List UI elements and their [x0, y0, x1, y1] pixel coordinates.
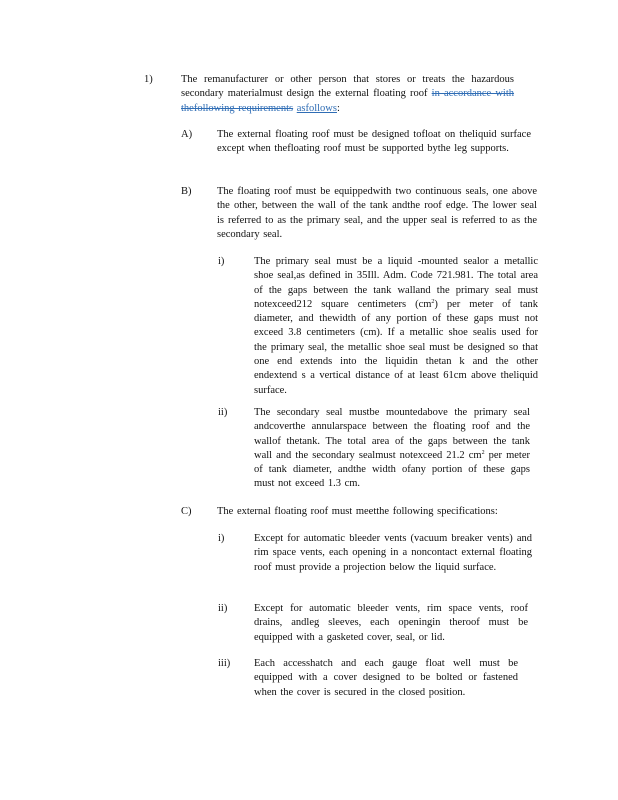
item-C-i-paragraph: Except for automatic bleeder vents (vacuum breaker vents) and rim space vents, each opening in a noncontact external floating roof must provide a projection below the liquid surface.: [254, 533, 532, 573]
item-C-iii-number: iii): [218, 658, 231, 669]
item-B-ii-paragraph: [254, 406, 530, 492]
item-B-i-paragraph: [254, 255, 538, 398]
item-A-paragraph: The external floating roof must be designed tofloat on theliquid surface except when thefloating roof must be supported bythe leg supports.: [217, 129, 531, 155]
item-B-ii-text-a: The secondary seal mustbe mountedabove the primary seal andcoverthe annularspace between the floating roof and the wallof thetank. The total area of the gaps between the tank wall and the secondary sealmust notexceed 21.2 cm: [254, 407, 530, 461]
item-1-deleted-text: in accordance with thefollowing requirements: [181, 88, 515, 114]
item-B-ii-text-b: per meter of tank diameter, andthe width ofany portion of these gaps must not exceed 1.3 cm.: [254, 449, 530, 490]
item-B-i-superscript: 2: [431, 298, 435, 305]
item-1-paragraph: [181, 73, 514, 116]
item-B-i-text-a: The primary seal must be a liquid -mounted sealor a metallic shoe seal,as defined in 35Ill. Adm. Code 721.981. The total area of the gaps between the tank walland the primary seal must notexceed212 square centimeters (cm: [254, 256, 538, 310]
item-C-i-number: i): [218, 533, 225, 544]
item-C-ii-paragraph: Except for automatic bleeder vents, rim space vents, roof drains, andleg sleeves, each openingin theroof must be equipped with a gasketed cover, seal, or lid.: [254, 603, 528, 643]
item-C-iii-paragraph: Each accesshatch and each gauge float well must be equipped with a cover designed to be bolted or fastened when the cover is secured in the closed position.: [254, 658, 518, 698]
item-B-ii-number: ii): [218, 407, 228, 418]
item-C-number: C): [181, 506, 192, 517]
item-C-ii-number: ii): [218, 603, 228, 614]
item-1-text: The remanufacturer or other person that stores or treats the hazardous secondary materialmust design the external floating roof: [181, 74, 514, 100]
item-B-i-number: i): [218, 256, 225, 267]
item-A-number: A): [181, 129, 193, 140]
item-B-paragraph: The floating roof must be equippedwith two continuous seals, one above the other, between the wall of the tank andthe roof edge. The lower seal is referred to as the primary seal, and the upper seal is referred to as the secondary seal.: [217, 186, 537, 240]
item-C-paragraph: The external floating roof must meetthe following specifications:: [217, 506, 498, 517]
item-1-number: 1): [144, 74, 153, 85]
item-1-text-end: :: [336, 102, 340, 114]
item-1-inserted-text: asfollows: [296, 102, 337, 114]
item-B-number: B): [181, 186, 192, 197]
item-B-ii-superscript: 2: [481, 449, 485, 456]
item-B-i-text-b: ) per meter of tank diameter, and thewidth of any portion of these gaps must not exceed 3.8 centimeters (cm). If a metallic shoe sealis used for the primary seal, the metallic shoe seal must be designed so that one end extends into the liquidin thetan k and the other endextend s a vertical distance of at least 61cm above theliquid surface.: [254, 298, 538, 396]
